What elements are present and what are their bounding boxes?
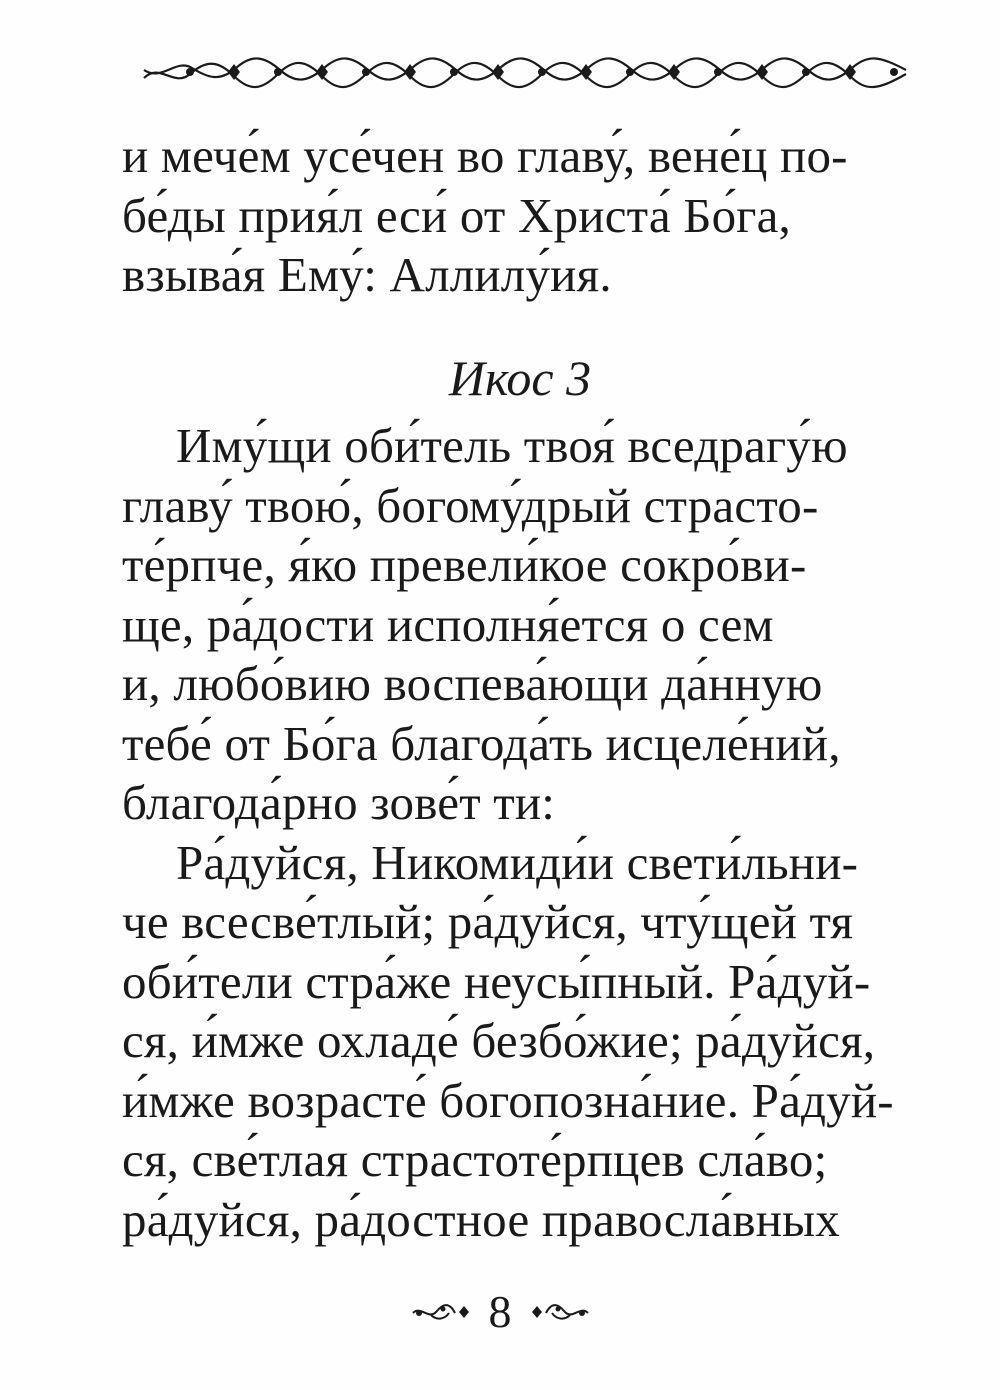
- text-line: благода́рно зове́т ти:: [122, 775, 556, 830]
- text-line: и мече́м усе́чен во главу́, вене́ц по-: [122, 128, 848, 183]
- text-line: бе́ды прия́л еси́ от Христа́ Бо́га,: [122, 187, 791, 243]
- ikos-body: [122, 416, 942, 1249]
- text-line: тебе́ от Бо́га благода́ть исцеле́ний,: [122, 715, 841, 771]
- text-line: главу́ твою́, богому́дрый страсто-: [122, 477, 819, 533]
- text-line: оби́тели стра́же неусы́пный. Ра́дуй-: [122, 953, 871, 1009]
- text-line: Ра́дуйся, Никомиди́и свети́льни-: [176, 834, 859, 890]
- text-line: ся, све́тлая страстоте́рпцев сла́во;: [122, 1132, 828, 1187]
- text-line: ще, ра́дости исполня́ется о сем: [122, 596, 774, 652]
- fleuron-right-icon: [530, 1301, 590, 1323]
- text-line: Иму́щи оби́тель твоя́ вседрагу́ю: [176, 418, 848, 473]
- text-line: те́рпче, я́ко превели́кое сокро́ви-: [122, 537, 807, 592]
- text-line: взыва́я Ему́: Аллилу́ия.: [122, 247, 612, 302]
- text-line: че всесве́тлый; ра́дуйся, чту́щей тя: [122, 894, 854, 949]
- text-line: ся, и́мже охладе́ безбо́жие; ра́дуйся,: [122, 1013, 876, 1068]
- paragraph-continuation: [122, 126, 942, 305]
- fleuron-left-icon: [411, 1301, 471, 1323]
- page-number: 8: [488, 1286, 512, 1337]
- text-line: и, любо́вию воспева́ющи да́нную: [122, 656, 823, 711]
- page-footer: [0, 1284, 1000, 1340]
- text-line: и́мже возрасте́ богопозна́ние. Ра́дуй-: [122, 1072, 894, 1128]
- text-line: ра́дуйся, ра́достное правосла́вных: [122, 1191, 840, 1247]
- section-heading: Икос 3: [448, 350, 592, 406]
- ornamental-border-icon: [140, 52, 910, 92]
